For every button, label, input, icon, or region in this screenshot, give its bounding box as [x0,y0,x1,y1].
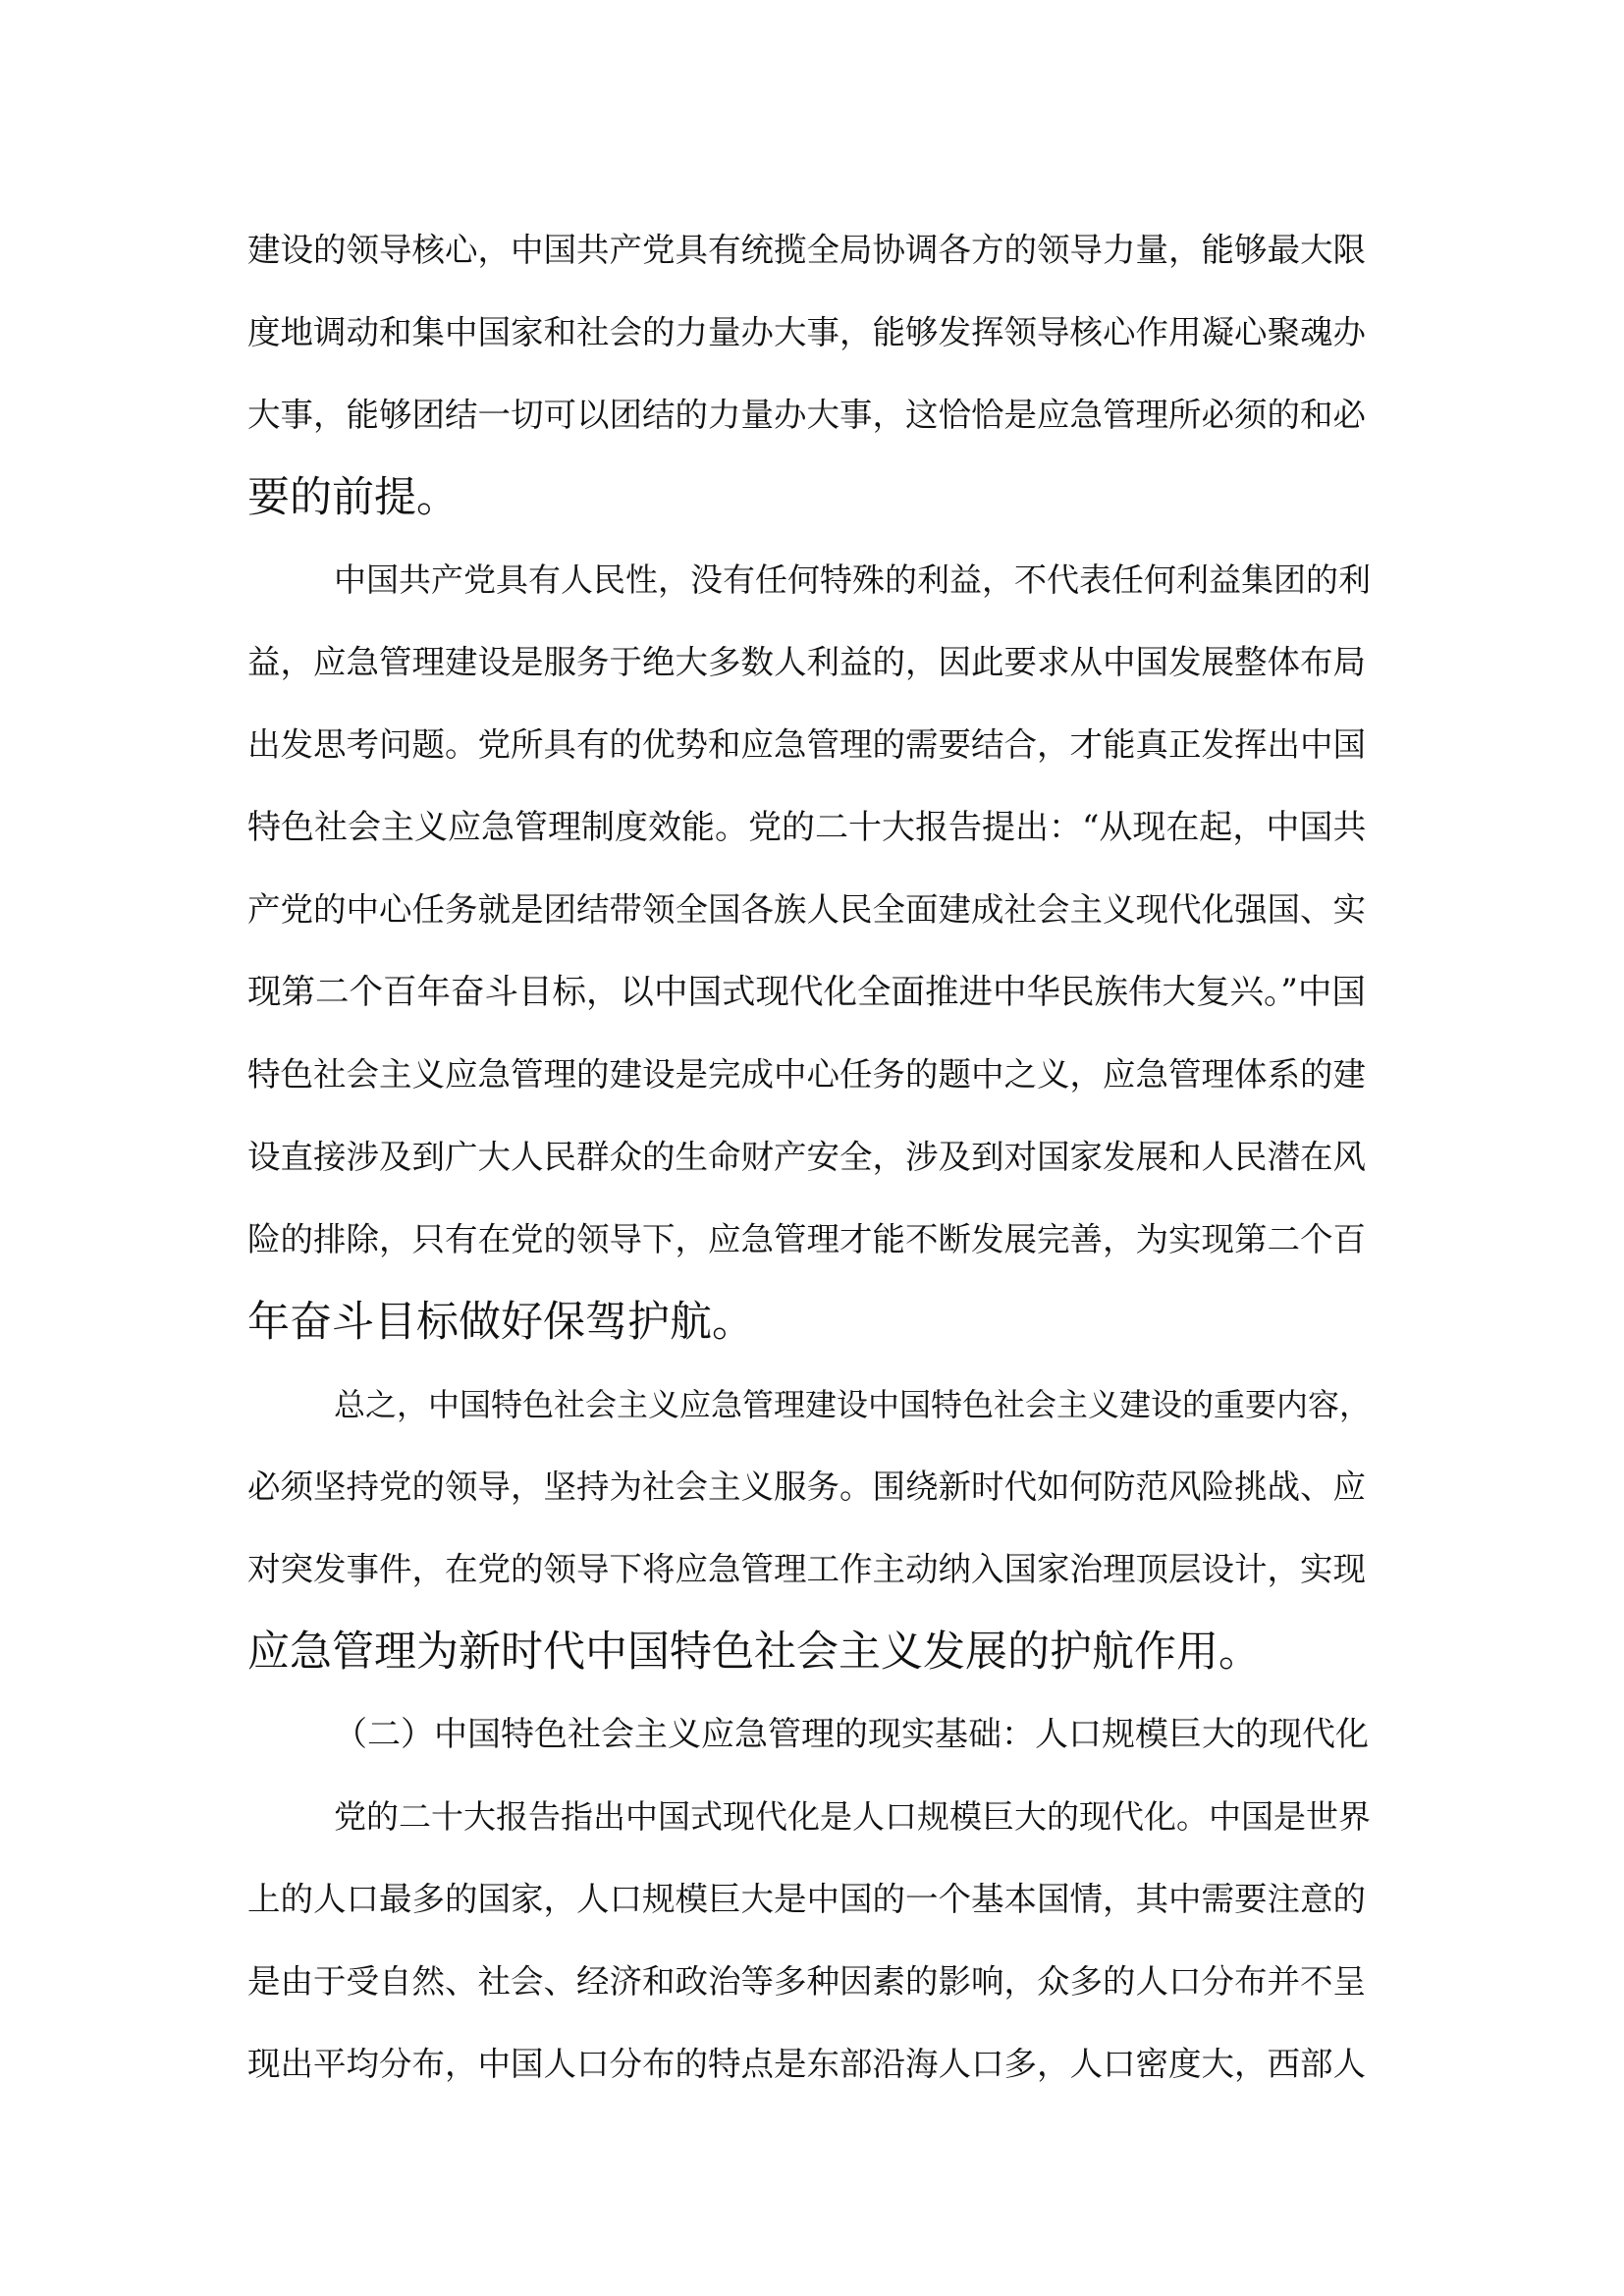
text-line: 中国共产党具有人民性，没有任何特殊的利益，不代表任何利益集团的利 [334,561,1371,599]
text-line: 出发思考问题。党所具有的优势和应急管理的需要结合，才能真正发挥出中国 [247,725,1366,764]
text-line: 要的前提。 [247,473,459,522]
text-line: 设直接涉及到广大人民群众的生命财产安全，涉及到对国家发展和人民潜在风 [247,1138,1366,1176]
text-line: 总之，中国特色社会主义应急管理建设中国特色社会主义建设的重要内容， [334,1386,1372,1423]
text-line: 度地调动和集中国家和社会的力量办大事，能够发挥领导核心作用凝心聚魂办 [247,313,1366,351]
paragraph [247,539,1377,1363]
text-line: 产党的中心任务就是团结带领全国各族人民全面建成社会主义现代化强国、实 [247,890,1366,929]
paragraph [247,1363,1377,1693]
text-line: 建设的领导核心，中国共产党具有统揽全局协调各方的领导力量，能够最大限 [247,231,1366,269]
document-page [247,209,1377,2106]
text-line: 上的人口最多的国家，人口规模巨大是中国的一个基本国情，其中需要注意的 [247,1880,1366,1918]
text-line: 益，应急管理建设是服务于绝大多数人利益的，因此要求从中国发展整体布局 [247,643,1366,681]
paragraph [247,1776,1377,2106]
section-heading [247,1693,1377,1776]
text-line: 现出平均分布，中国人口分布的特点是东部沿海人口多，人口密度大，西部人 [247,2045,1366,2083]
text-line: （二）中国特色社会主义应急管理的现实基础：人口规模巨大的现代化 [334,1715,1369,1754]
text-line: 是由于受自然、社会、经济和政治等多种因素的影响，众多的人口分布并不呈 [247,1962,1366,2001]
text-line: 现第二个百年奋斗目标，以中国式现代化全面推进中华民族伟大复兴。”中国 [247,973,1366,1012]
text-line: 大事，能够团结一切可以团结的力量办大事，这恰恰是应急管理所必须的和必 [247,396,1366,434]
paragraph [247,209,1377,539]
text-line: 特色社会主义应急管理制度效能。党的二十大报告提出：“从现在起，中国共 [247,808,1367,847]
text-line: 对突发事件，在党的领导下将应急管理工作主动纳入国家治理顶层设计，实现 [247,1550,1366,1588]
text-line: 特色社会主义应急管理的建设是完成中心任务的题中之义，应急管理体系的建 [247,1055,1366,1094]
text-line: 年奋斗目标做好保驾护航。 [247,1298,754,1347]
text-line: 险的排除，只有在党的领导下，应急管理才能不断发展完善，为实现第二个百 [247,1220,1366,1258]
text-line: 必须坚持党的领导，坚持为社会主义服务。围绕新时代如何防范风险挑战、应 [247,1468,1366,1506]
text-line: 应急管理为新时代中国特色社会主义发展的护航作用。 [247,1628,1261,1677]
text-line: 党的二十大报告指出中国式现代化是人口规模巨大的现代化。中国是世界 [334,1797,1371,1836]
